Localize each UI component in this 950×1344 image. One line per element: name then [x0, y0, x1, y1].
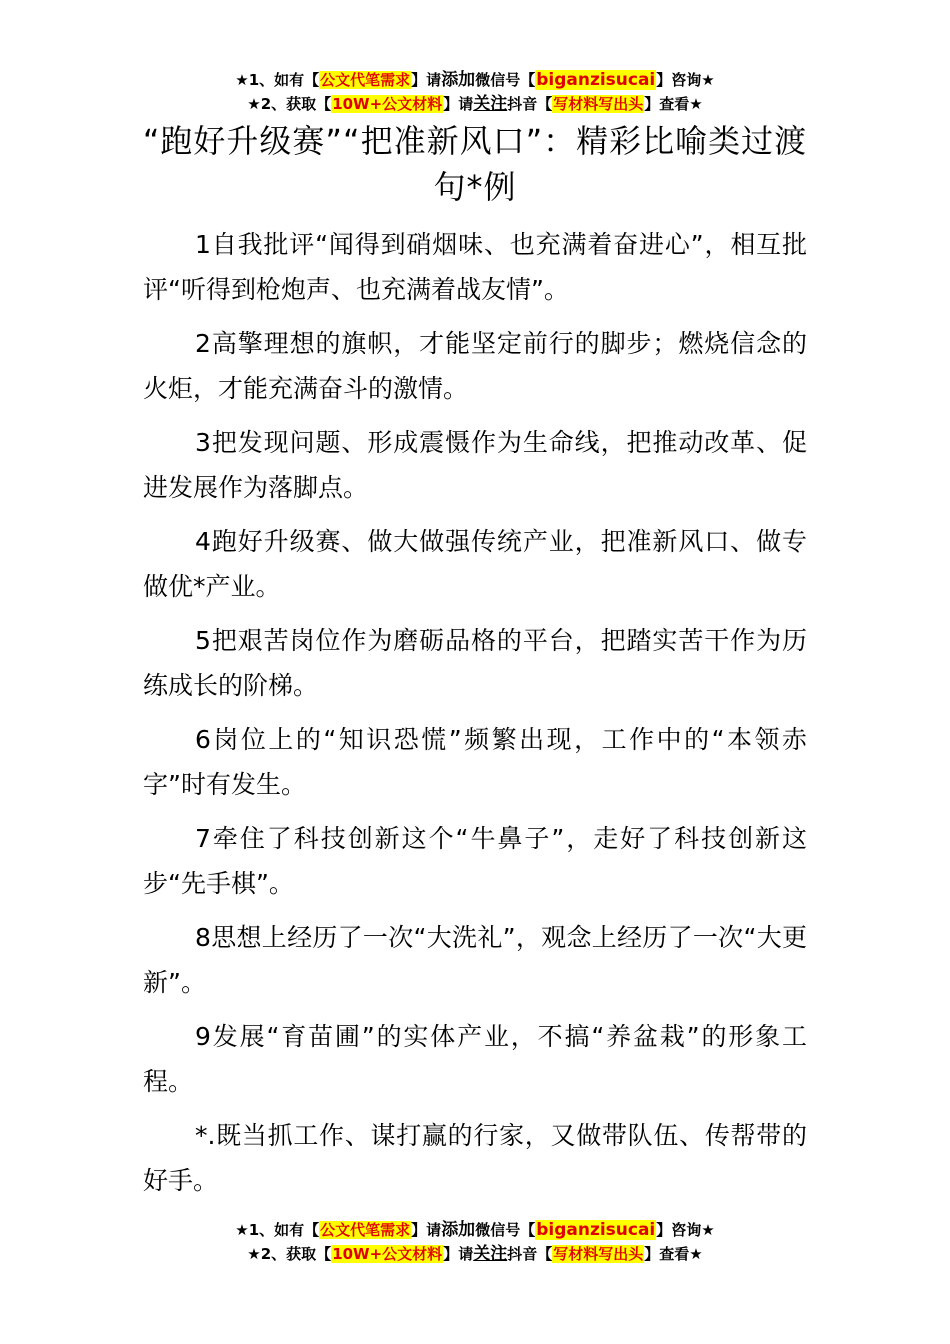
- emphasis-text: 添加: [441, 1220, 476, 1240]
- emphasis-text: 添加: [441, 70, 476, 90]
- banner-text: 】请: [443, 95, 474, 113]
- banner-text: ★2、获取【: [247, 1245, 332, 1263]
- wechat-id-highlight: biganzisucai: [536, 70, 656, 90]
- banner-text: ★2、获取【: [247, 95, 332, 113]
- header-banner: [0, 68, 950, 116]
- banner-text: 】查看★: [644, 95, 703, 113]
- banner-text: ★1、如有【: [235, 1221, 320, 1239]
- wechat-id-highlight: biganzisucai: [536, 1220, 656, 1240]
- document-body: [143, 222, 807, 1212]
- paragraph: 3把发现问题、形成震慑作为生命线，把推动改革、促进发展作为落脚点。: [143, 428, 807, 502]
- paragraph: 5把艰苦岗位作为磨砺品格的平台，把踏实苦干作为历练成长的阶梯。: [143, 626, 807, 700]
- footer-banner: [0, 1218, 950, 1266]
- banner-text: 微信号【: [475, 71, 536, 89]
- emphasis-text: 关注: [473, 94, 508, 114]
- banner-text: 抖音【: [507, 1245, 553, 1263]
- highlight-text: 公文代笔需求: [320, 71, 411, 89]
- banner-text: 抖音【: [507, 95, 553, 113]
- paragraph: 6岗位上的“知识恐慌”频繁出现，工作中的“本领赤字”时有发生。: [143, 725, 807, 799]
- banner-text: 】查看★: [644, 1245, 703, 1263]
- banner-text: 】请: [411, 71, 442, 89]
- douyin-id-highlight: 写材料写出头: [553, 95, 644, 113]
- banner-line-2: [0, 92, 950, 116]
- banner-line-1: [0, 68, 950, 92]
- paragraph: 2高擎理想的旗帜，才能坚定前行的脚步；燃烧信念的火炬，才能充满奋斗的激情。: [143, 329, 807, 403]
- paragraph: 4跑好升级赛、做大做强传统产业，把准新风口、做专做优*产业。: [143, 527, 807, 601]
- banner-text: ★1、如有【: [235, 71, 320, 89]
- douyin-id-highlight: 写材料写出头: [553, 1245, 644, 1263]
- banner-text: 】咨询★: [656, 71, 715, 89]
- highlight-text: 10W+公文材料: [332, 95, 443, 113]
- banner-text: 微信号【: [475, 1221, 536, 1239]
- emphasis-text: 关注: [473, 1244, 508, 1264]
- highlight-text: 公文代笔需求: [320, 1221, 411, 1239]
- banner-text: 】咨询★: [656, 1221, 715, 1239]
- banner-text: 】请: [443, 1245, 474, 1263]
- footer-line-2: [0, 1242, 950, 1266]
- footer-line-1: [0, 1218, 950, 1242]
- page-title: “跑好升级赛”“把准新风口”：精彩比喻类过渡句*例: [142, 122, 808, 206]
- paragraph: 8思想上经历了一次“大洗礼”，观念上经历了一次“大更新”。: [143, 923, 807, 997]
- paragraph: 9发展“育苗圃”的实体产业，不搞“养盆栽”的形象工程。: [143, 1022, 807, 1096]
- paragraph: 7牵住了科技创新这个“牛鼻子”，走好了科技创新这步“先手棋”。: [143, 824, 807, 898]
- banner-text: 】请: [411, 1221, 442, 1239]
- paragraph: *.既当抓工作、谋打赢的行家，又做带队伍、传帮带的好手。: [143, 1121, 807, 1195]
- paragraph: 1自我批评“闻得到硝烟味、也充满着奋进心”，相互批评“听得到枪炮声、也充满着战友情”。: [143, 230, 807, 304]
- highlight-text: 10W+公文材料: [332, 1245, 443, 1263]
